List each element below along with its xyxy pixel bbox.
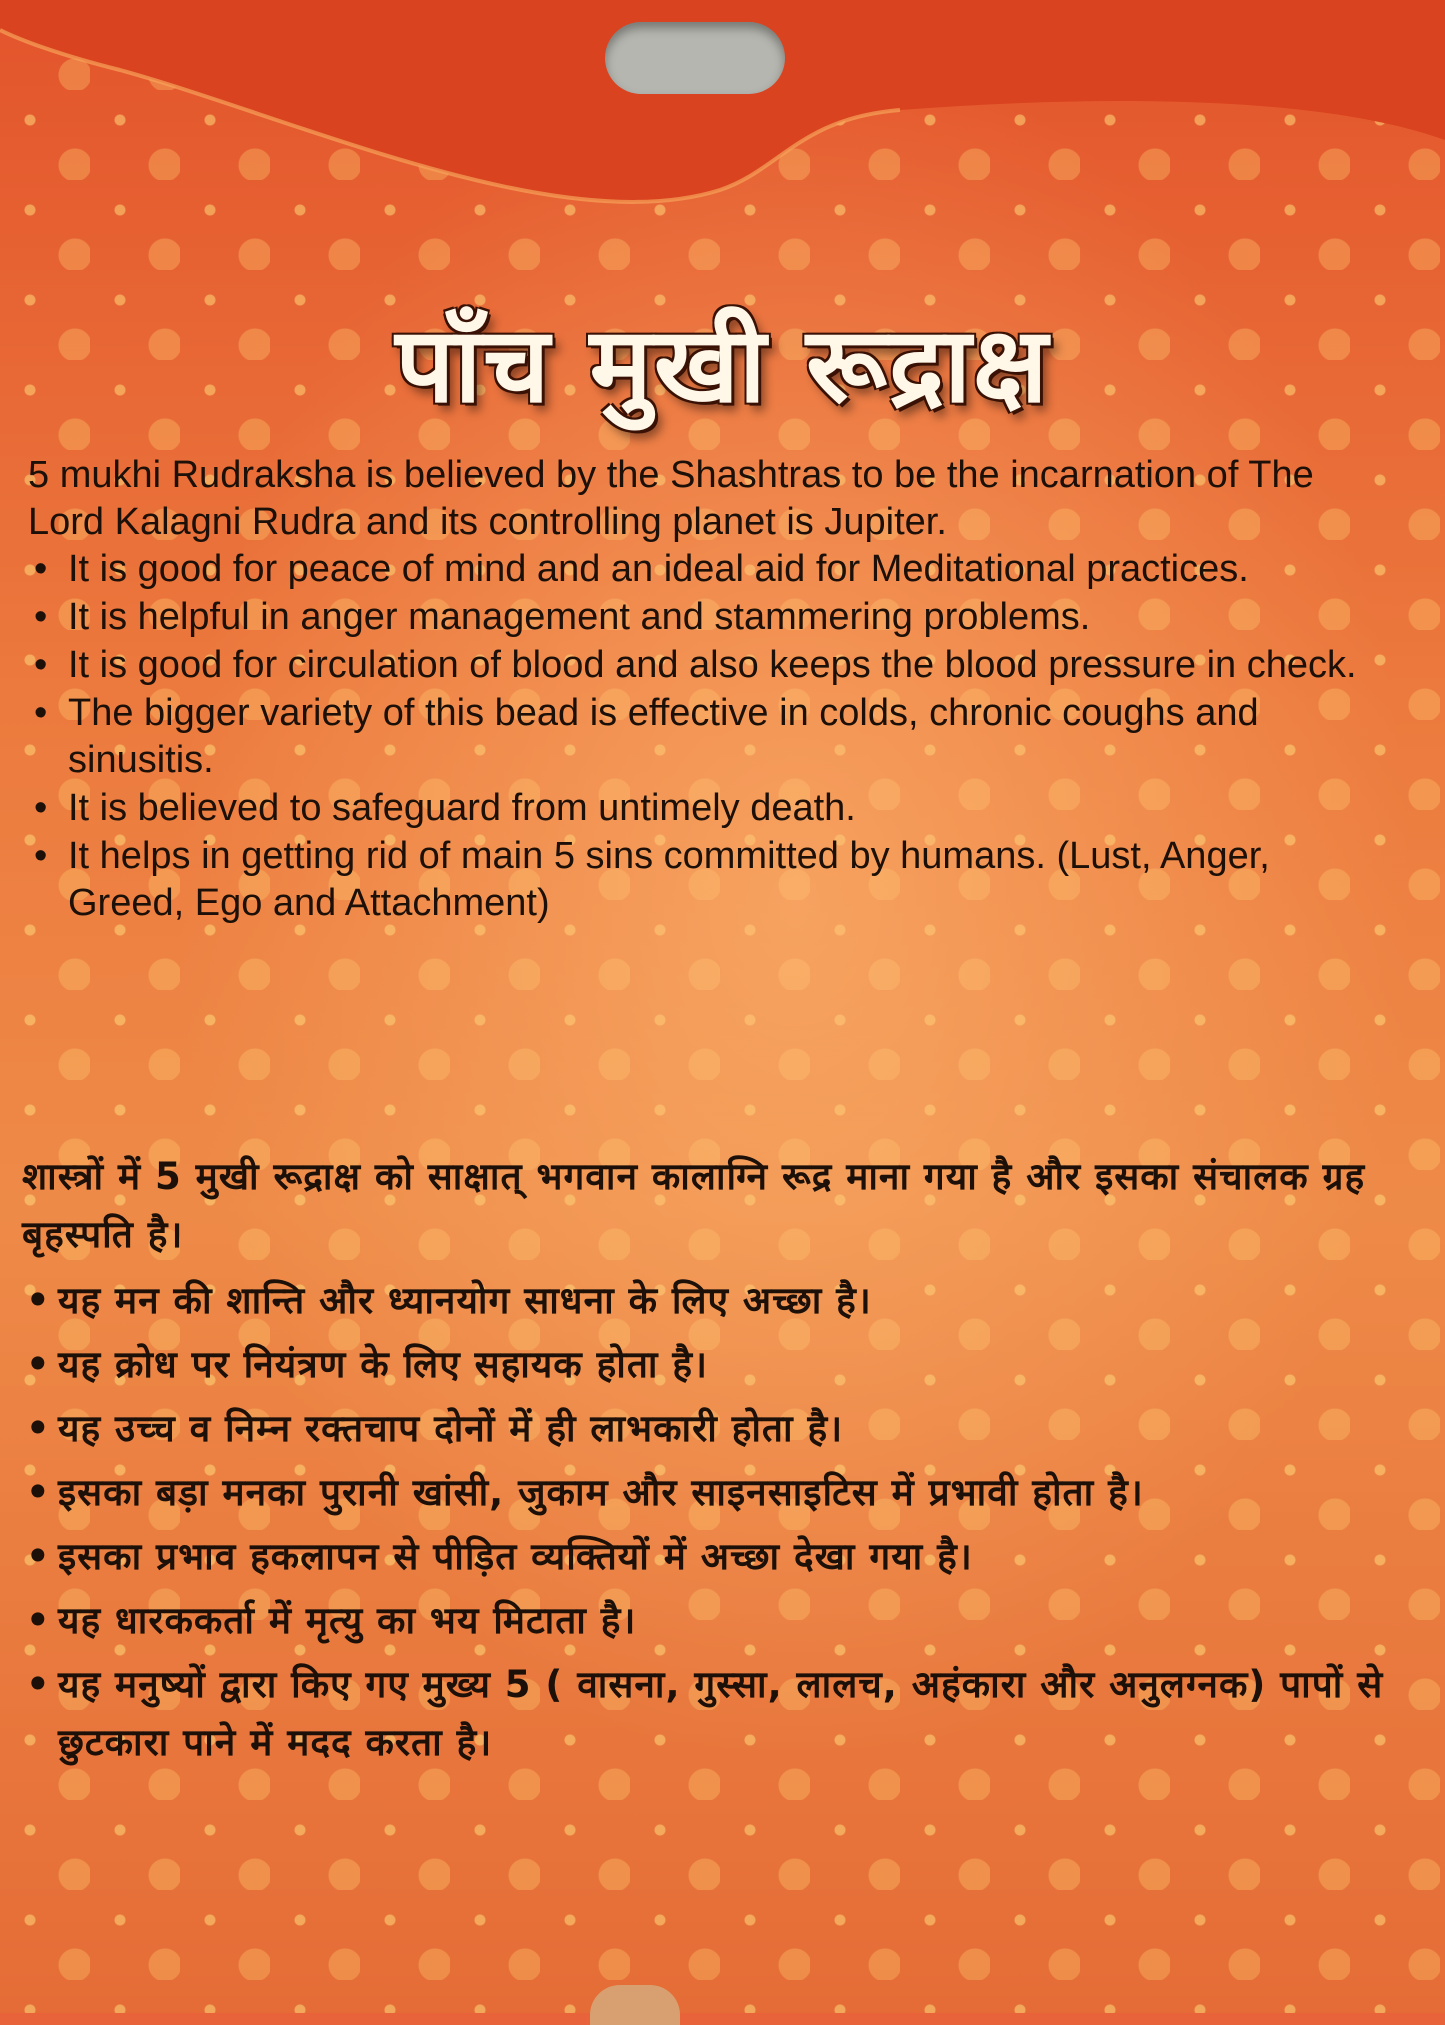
list-item: • यह मनुष्यों द्वारा किए गए मुख्य 5 ( वासना, गुस्सा, लालच, अहंकारा और अनुलग्नक) पापों से छुटकारा पाने में मदद करता है। <box>22 1656 1392 1772</box>
list-item: • यह मन की शान्ति और ध्यानयोग साधना के लिए अच्छा है। <box>22 1272 1392 1330</box>
hindi-section <box>22 1148 1392 1778</box>
english-section <box>28 452 1388 928</box>
english-bullet-list <box>28 546 1388 927</box>
bottom-tab <box>590 1985 680 2025</box>
list-item: • It is good for circulation of blood and also keeps the blood pressure in check. <box>28 642 1388 689</box>
list-item: • It is good for peace of mind and an ideal aid for Meditational practices. <box>28 546 1388 593</box>
english-intro: 5 mukhi Rudraksha is believed by the Shashtras to be the incarnation of The Lord Kalagni Rudra and its controlling planet is Jupiter. <box>28 454 1314 543</box>
list-item: • It is helpful in anger management and stammering problems. <box>28 594 1388 641</box>
list-item: • इसका बड़ा मनका पुरानी खांसी, जुकाम और साइनसाइटिस में प्रभावी होता है। <box>22 1464 1392 1522</box>
list-item: • It helps in getting rid of main 5 sins committed by humans. (Lust, Anger, Greed, Ego and Attachment) <box>28 833 1388 927</box>
hindi-bullet-list <box>22 1272 1392 1772</box>
list-item: • इसका प्रभाव हकलापन से पीड़ित व्यक्तियों में अच्छा देखा गया है। <box>22 1528 1392 1586</box>
hang-hole <box>605 22 785 94</box>
hindi-intro: शास्त्रों में 5 मुखी रूद्राक्ष को साक्षात् भगवान कालाग्नि रूद्र माना गया है और इसका संचालक ग्रह बृहस्पति है। <box>22 1155 1366 1256</box>
list-item: • यह क्रोध पर नियंत्रण के लिए सहायक होता है। <box>22 1336 1392 1394</box>
page-title: पाँच मुखी रूद्राक्ष <box>395 303 1050 426</box>
list-item: • The bigger variety of this bead is effective in colds, chronic coughs and sinusitis. <box>28 690 1388 784</box>
list-item: • यह धारककर्ता में मृत्यु का भय मिटाता है। <box>22 1592 1392 1650</box>
list-item: • It is believed to safeguard from untimely death. <box>28 785 1388 832</box>
list-item: • यह उच्च व निम्न रक्तचाप दोनों में ही लाभकारी होता है। <box>22 1400 1392 1458</box>
